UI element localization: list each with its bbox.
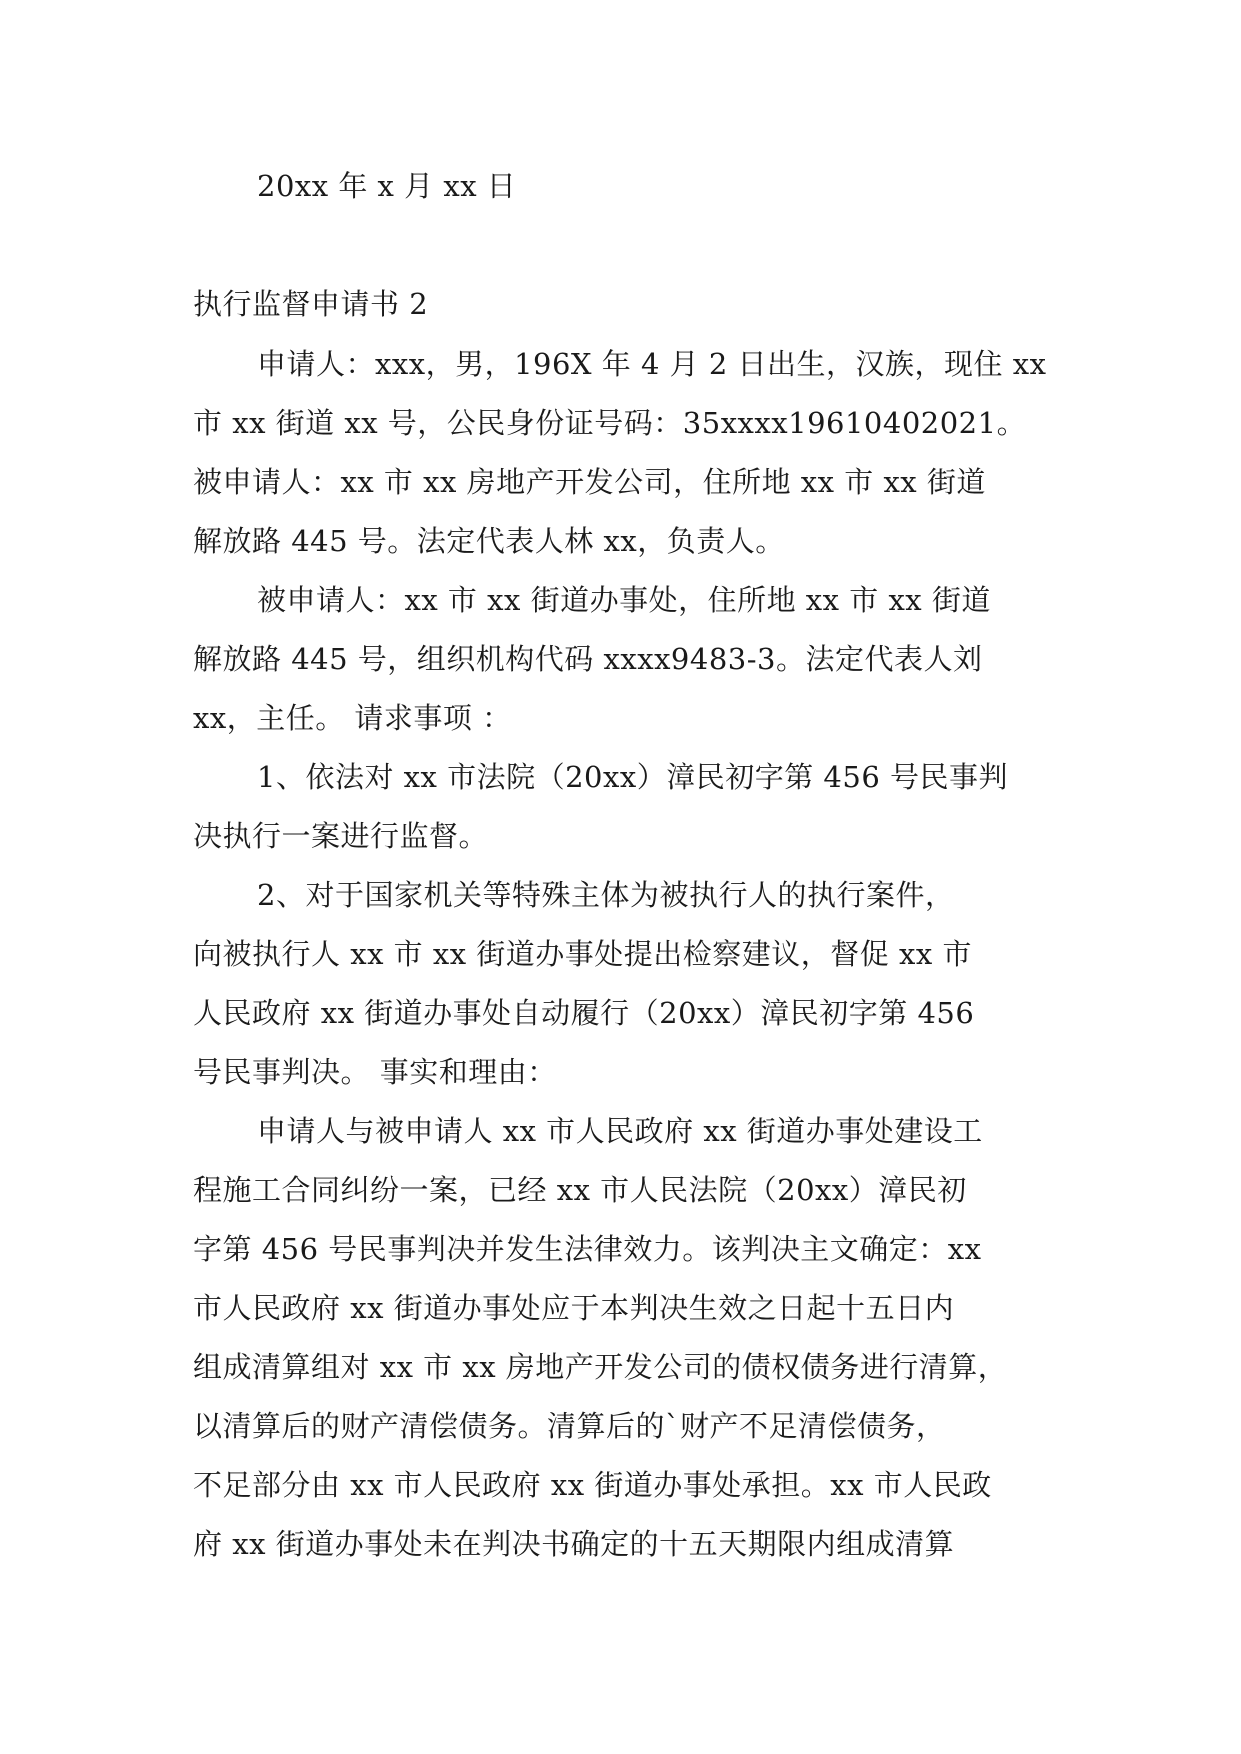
paragraph-line: 1、依法对 xx 市法院（20xx）漳民初字第 456 号民事判 — [257, 760, 1008, 794]
paragraph-line: 解放路 445 号。法定代表人林 xx，负责人。 — [193, 524, 785, 558]
paragraph-line: 以清算后的财产清偿债务。清算后的`财产不足清偿债务， — [193, 1409, 946, 1443]
paragraph-line: 被申请人：xx 市 xx 街道办事处，住所地 xx 市 xx 街道 — [257, 583, 991, 617]
document-date: 20xx 年 x 月 xx 日 — [257, 169, 517, 203]
paragraph-line: 字第 456 号民事判决并发生法律效力。该判决主文确定：xx — [193, 1232, 982, 1266]
paragraph-line: 号民事判决。 事实和理由： — [193, 1055, 557, 1089]
document-heading: 执行监督申请书 2 — [193, 287, 429, 321]
paragraph-line: 人民政府 xx 街道办事处自动履行（20xx）漳民初字第 456 — [193, 996, 975, 1030]
paragraph-line: 向被执行人 xx 市 xx 街道办事处提出检察建议，督促 xx 市 — [193, 937, 972, 971]
paragraph-line: 2、对于国家机关等特殊主体为被执行人的执行案件， — [257, 878, 955, 912]
paragraph-line: 府 xx 街道办事处未在判决书确定的十五天期限内组成清算 — [193, 1527, 955, 1561]
paragraph-line: 决执行一案进行监督。 — [193, 819, 489, 853]
paragraph-line: 申请人：xxx，男，196X 年 4 月 2 日出生，汉族，现住 xx — [257, 347, 1047, 381]
paragraph-line: xx，主任。 请求事项 ： — [193, 701, 512, 735]
paragraph-line: 组成清算组对 xx 市 xx 房地产开发公司的债权债务进行清算， — [193, 1350, 1008, 1384]
paragraph-line: 市 xx 街道 xx 号，公民身份证号码：35xxxx19610402021。 — [193, 406, 1027, 440]
paragraph-line: 申请人与被申请人 xx 市人民政府 xx 街道办事处建设工 — [257, 1114, 983, 1148]
paragraph-line: 市人民政府 xx 街道办事处应于本判决生效之日起十五日内 — [193, 1291, 955, 1325]
paragraph-line: 被申请人：xx 市 xx 房地产开发公司，住所地 xx 市 xx 街道 — [193, 465, 986, 499]
paragraph-line: 程施工合同纠纷一案，已经 xx 市人民法院（20xx）漳民初 — [193, 1173, 967, 1207]
paragraph-line: 解放路 445 号，组织机构代码 xxxx9483-3。法定代表人刘 — [193, 642, 983, 676]
paragraph-line: 不足部分由 xx 市人民政府 xx 街道办事处承担。xx 市人民政 — [193, 1468, 992, 1502]
